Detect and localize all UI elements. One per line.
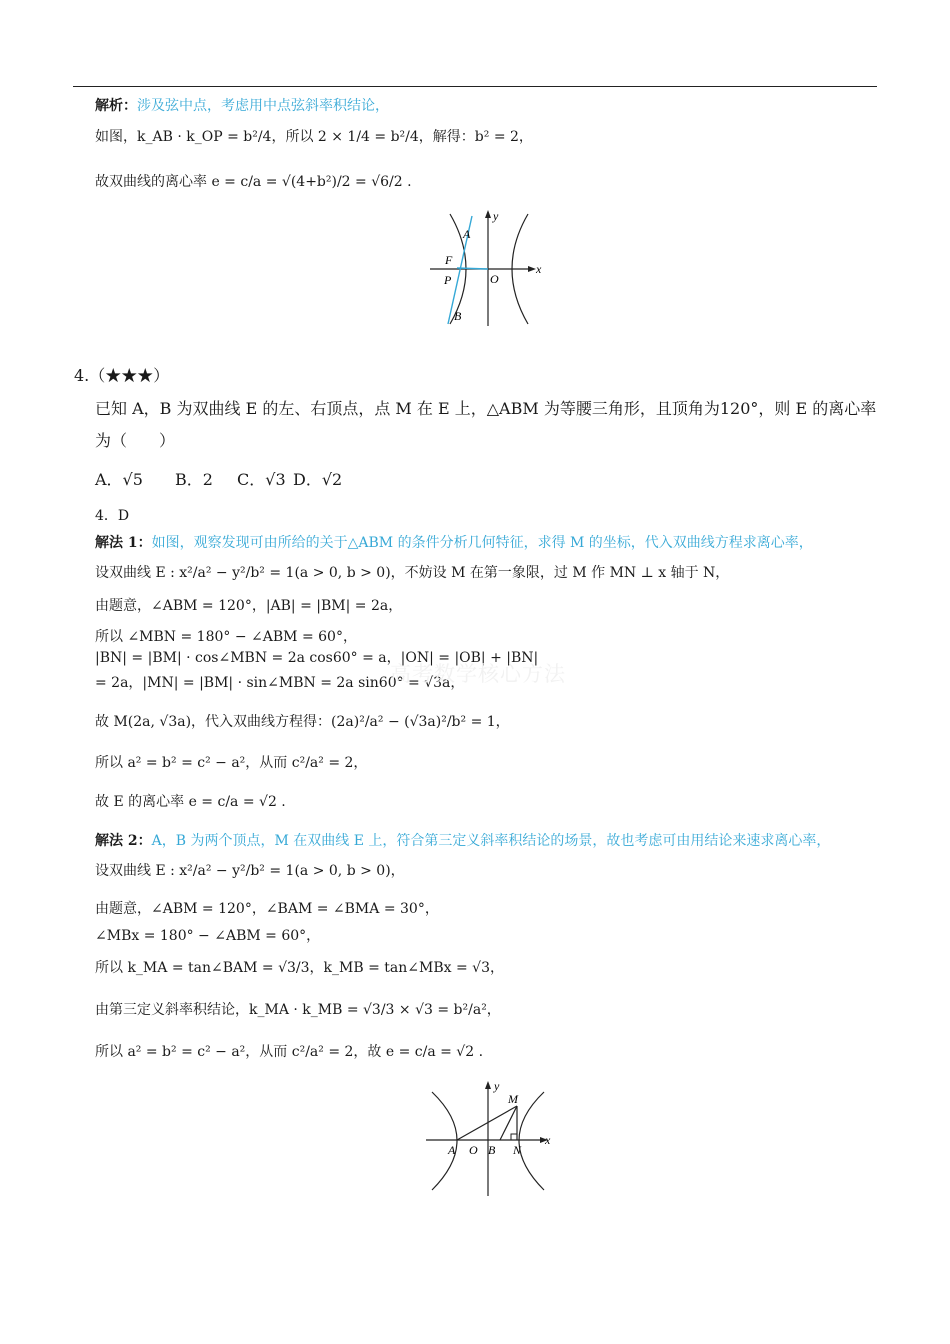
fig2-label-o: O [469, 1143, 478, 1157]
m1-line: 所以 a² = b² = c² − a²，从而 c²/a² = 2， [95, 755, 368, 771]
figure-triangle-abm [420, 1076, 560, 1200]
prev-line-1: 如图，k_AB · k_OP = b²/4，所以 2 × 1/4 = b²/4，解得：b² = 2， [95, 129, 533, 145]
fig1-label-p: P [444, 273, 452, 287]
m2-line: ∠MBx = 180° − ∠ABM = 60°， [95, 928, 321, 944]
m1-line: 所以 ∠MBN = 180° − ∠ABM = 60°， [95, 629, 357, 645]
problem-number: 4.（★★★） [74, 366, 170, 385]
m1-line: 由题意，∠ABM = 120°，|AB| = |BM| = 2a， [95, 598, 403, 614]
fig1-label-o: O [490, 272, 499, 286]
problem-stem-2: 为（ ） [95, 431, 176, 450]
m2-line: 由题意，∠ABM = 120°，∠BAM = ∠BMA = 30°， [95, 901, 439, 917]
analysis-label: 解析： [95, 98, 137, 114]
fig1-label-b: B [454, 309, 462, 323]
option-b: B．2 [175, 470, 213, 489]
method2-line [95, 831, 830, 851]
m2-line: 所以 k_MA = tan∠BAM = √3/3，k_MB = tan∠MBx = √3， [95, 960, 504, 976]
fig2-label-m: M [508, 1092, 518, 1106]
option-a: A．√5 [95, 470, 143, 489]
answer-heading: 4．D [95, 508, 130, 524]
m2-line: 由第三定义斜率积结论，k_MA · k_MB = √3/3 × √3 = b²/a²， [95, 1002, 501, 1018]
analysis-text: 涉及弦中点，考虑用中点弦斜率积结论， [137, 98, 389, 114]
fig2-label-x: x [545, 1133, 551, 1147]
m1-line: 故 E 的离心率 e = c/a = √2 . [95, 794, 286, 810]
fig2-label-a: A [448, 1143, 456, 1157]
fig2-label-b: B [488, 1143, 496, 1157]
m1-line: 设双曲线 E : x²/a² − y²/b² = 1(a > 0, b > 0)，不妨设 M 在第一象限，过 M 作 MN ⊥ x 轴于 N， [95, 565, 730, 581]
fig2-label-y: y [494, 1079, 500, 1093]
analysis-line [95, 96, 389, 116]
m1-line: = 2a，|MN| = |BM| · sin∠MBN = 2a sin60° = √3a， [95, 675, 465, 691]
prev-line-2: 故双曲线的离心率 e = c/a = √(4+b²)/2 = √6/2 . [95, 174, 412, 190]
fig1-label-y: y [493, 209, 499, 223]
watermark: 高考数学核心方法 [390, 662, 566, 686]
m2-line: 设双曲线 E : x²/a² − y²/b² = 1(a > 0, b > 0)， [95, 863, 405, 879]
header-rule [73, 86, 877, 87]
fig1-label-f: F [445, 253, 453, 267]
m1-line: |BN| = |BM| · cos∠MBN = 2a cos60° = a，|ON| = |OB| + |BN| [95, 650, 539, 666]
method1-label: 解法 1： [95, 535, 152, 551]
option-c: C．√3 [237, 470, 286, 489]
option-d: D．√2 [293, 470, 343, 489]
fig1-label-x: x [536, 262, 542, 276]
fig1-label-a: A [463, 227, 471, 241]
problem-stem-1: 已知 A，B 为双曲线 E 的左、右顶点，点 M 在 E 上，△ABM 为等腰三角形，且顶角为120°，则 E 的离心率 [95, 399, 877, 418]
m2-line: 所以 a² = b² = c² − a²，从而 c²/a² = 2，故 e = c/a = √2 . [95, 1044, 484, 1060]
method2-label: 解法 2： [95, 833, 152, 849]
m1-line: 故 M(2a, √3a)，代入双曲线方程得：(2a)²/a² − (√3a)²/b² = 1， [95, 714, 510, 730]
method1-line [95, 533, 813, 553]
fig2-label-n: N [513, 1143, 522, 1157]
figure-hyperbola-chord [424, 206, 550, 332]
method1-text: 如图，观察发现可由所给的关于△ABM 的条件分析几何特征，求得 M 的坐标，代入双曲线方程求离心率， [151, 535, 813, 551]
method2-text: A，B 为两个顶点，M 在双曲线 E 上，符合第三定义斜率积结论的场景，故也考虑可由用结论来速求离心率， [151, 833, 831, 849]
